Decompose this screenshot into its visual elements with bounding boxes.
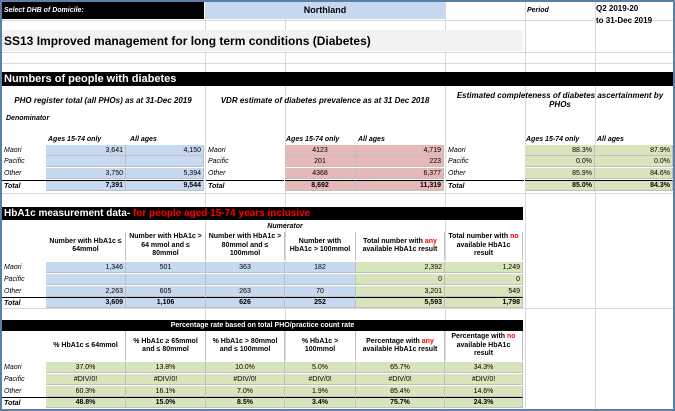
data-cell: 85.4% bbox=[356, 386, 445, 397]
column-header-1: Number with HbA1c ≤ 64mmol bbox=[46, 232, 126, 260]
column-header-2: % HbA1c ≥ 65mmol and ≤ 80mmol bbox=[126, 331, 206, 361]
data-cell: 501 bbox=[126, 262, 206, 273]
data-cell: 1,249 bbox=[445, 262, 523, 273]
row-label: Maori bbox=[448, 147, 466, 154]
section-diabetes-numbers-title: Numbers of people with diabetes bbox=[2, 72, 673, 86]
data-cell: 3,609 bbox=[46, 297, 126, 308]
section-hba1c-title bbox=[2, 207, 523, 220]
data-cell: 15.0% bbox=[126, 397, 206, 408]
page-title: SS13 Improved management for long term conditions (Diabetes) bbox=[2, 30, 523, 51]
column-header-text bbox=[447, 333, 520, 358]
header-part: available HbA1c result bbox=[456, 241, 511, 258]
data-cell: 70 bbox=[285, 286, 356, 297]
row-label: Maori bbox=[4, 147, 22, 154]
cmp-all-cell: 84.3% bbox=[595, 180, 673, 191]
column-header-4: % HbA1c > 100mmol bbox=[285, 331, 356, 361]
data-cell: 34.3% bbox=[445, 362, 523, 373]
vdr-ages-cell: 4123 bbox=[285, 145, 356, 156]
data-cell: #DIV/0! bbox=[285, 374, 356, 385]
row-label: Total bbox=[446, 180, 524, 191]
cmp-all-cell: 87.9% bbox=[595, 145, 673, 156]
cmp-ages-cell: 85.0% bbox=[525, 180, 595, 191]
pho-ages-cell: 3,641 bbox=[46, 145, 126, 156]
data-cell: #DIV/0! bbox=[445, 374, 523, 385]
column-header-4: Number with HbA1c > 100mmol bbox=[285, 232, 356, 260]
column-header-3: Number with HbA1c > 80mmol and ≤ 100mmol bbox=[206, 232, 285, 260]
data-cell: 1,798 bbox=[445, 297, 523, 308]
select-dhb-label: Select DHB of Domicile: bbox=[2, 2, 204, 19]
row-label: Pacific bbox=[208, 158, 229, 165]
data-cell: 252 bbox=[285, 297, 356, 308]
data-cell: 7.0% bbox=[206, 386, 285, 397]
vdr-col-all: All ages bbox=[358, 135, 385, 143]
data-cell: 0 bbox=[356, 274, 445, 285]
data-cell: 3.4% bbox=[285, 397, 356, 408]
data-cell: 182 bbox=[285, 262, 356, 273]
data-cell bbox=[126, 274, 206, 285]
data-cell: 1,346 bbox=[46, 262, 126, 273]
row-label: Pacific bbox=[4, 276, 25, 283]
header-part: available HbA1c result bbox=[362, 246, 438, 253]
cmp-all-cell: 84.6% bbox=[595, 168, 673, 179]
section-percentage-title: Percentage rate based on total PHO/practice count rate bbox=[2, 320, 523, 331]
cmp-col-all: All ages bbox=[597, 135, 624, 143]
row-label: Pacific bbox=[4, 158, 25, 165]
data-cell: #DIV/0! bbox=[206, 374, 285, 385]
column-header-3: % HbA1c > 80mmol and ≤ 100mmol bbox=[206, 331, 285, 361]
column-header-text bbox=[358, 238, 442, 255]
data-cell: 5.0% bbox=[285, 362, 356, 373]
pho-ages-cell bbox=[46, 156, 126, 167]
vdr-ages-cell: 201 bbox=[285, 156, 356, 167]
data-cell bbox=[206, 274, 285, 285]
data-cell: 2,263 bbox=[46, 286, 126, 297]
data-cell: #DIV/0! bbox=[46, 374, 126, 385]
column-header-2: Number with HbA1c > 64 mmol and ≤ 80mmol bbox=[126, 232, 206, 260]
cmp-ages-cell: 85.9% bbox=[525, 168, 595, 179]
column-header-text bbox=[358, 338, 442, 355]
cmp-col-ages: Ages 15-74 only bbox=[526, 135, 580, 143]
row-label: Maori bbox=[4, 364, 22, 371]
column-header-6 bbox=[445, 331, 523, 361]
data-cell bbox=[285, 274, 356, 285]
row-label: Maori bbox=[208, 147, 226, 154]
pho-all-cell: 5,394 bbox=[126, 168, 204, 179]
row-label: Total bbox=[2, 297, 46, 308]
row-label: Maori bbox=[4, 264, 22, 271]
data-cell: 14.6% bbox=[445, 386, 523, 397]
vdr-ages-cell: 4368 bbox=[285, 168, 356, 179]
numerator-label: Numerator bbox=[267, 222, 303, 230]
row-label: Pacific bbox=[4, 376, 25, 383]
pho-register-header: PHO register total (all PHOs) as at 31-Dec 2019 bbox=[14, 95, 192, 105]
vdr-estimate-header: VDR estimate of diabetes prevalence as at 31 Dec 2018 bbox=[220, 95, 430, 105]
completeness-header: Estimated completeness of diabetes ascertainment by PHOs bbox=[456, 91, 664, 109]
column-header-6 bbox=[445, 232, 523, 260]
row-label: Other bbox=[208, 170, 226, 177]
header-part: Percentage with bbox=[366, 337, 420, 345]
data-cell: 605 bbox=[126, 286, 206, 297]
data-cell: 75.7% bbox=[356, 397, 445, 408]
cmp-ages-cell: 88.3% bbox=[525, 145, 595, 156]
data-cell: 24.3% bbox=[445, 397, 523, 408]
header-part: Total number with bbox=[448, 233, 509, 241]
vdr-all-cell: 4,719 bbox=[356, 145, 444, 156]
data-cell: 60.3% bbox=[46, 386, 126, 397]
cmp-all-cell: 0.0% bbox=[595, 156, 673, 167]
data-cell: 37.0% bbox=[46, 362, 126, 373]
row-label: Other bbox=[448, 170, 466, 177]
pho-all-cell: 4,150 bbox=[126, 145, 204, 156]
header-red-word: any bbox=[424, 237, 437, 245]
data-cell: 626 bbox=[206, 297, 285, 308]
row-label: Total bbox=[2, 180, 46, 191]
hba1c-title-text: HbA1c measurement data- bbox=[4, 208, 131, 219]
data-cell: 263 bbox=[206, 286, 285, 297]
row-label: Pacific bbox=[448, 158, 469, 165]
data-cell: 8.5% bbox=[206, 397, 285, 408]
row-label: Other bbox=[4, 288, 22, 295]
pho-all-cell bbox=[126, 156, 204, 167]
column-header-5 bbox=[356, 331, 445, 361]
data-cell: 10.0% bbox=[206, 362, 285, 373]
pho-col-ages: Ages 15-74 only bbox=[48, 135, 102, 143]
dhb-dropdown[interactable]: Northland bbox=[205, 2, 445, 19]
row-label: Total bbox=[2, 397, 46, 408]
header-part: available HbA1c result bbox=[456, 341, 511, 358]
data-cell bbox=[46, 274, 126, 285]
column-header-1: % HbA1c ≤ 64mmol bbox=[46, 331, 126, 361]
pho-ages-cell: 3,750 bbox=[46, 168, 126, 179]
period-label: Period bbox=[527, 7, 549, 14]
hba1c-title-red: for people aged 15-74 years inclusive bbox=[132, 208, 311, 219]
data-cell: 1,106 bbox=[126, 297, 206, 308]
header-red-word: any bbox=[421, 337, 434, 345]
row-label: Total bbox=[206, 180, 284, 191]
cmp-ages-cell: 0.0% bbox=[525, 156, 595, 167]
vdr-ages-cell: 8,692 bbox=[285, 180, 356, 191]
header-part: Percentage with bbox=[451, 333, 506, 341]
data-cell: 5,593 bbox=[356, 297, 445, 308]
pho-col-all: All ages bbox=[130, 135, 157, 143]
header-red-word: no bbox=[510, 233, 519, 241]
denominator-label: Denominator bbox=[6, 114, 50, 122]
data-cell: 1.9% bbox=[285, 386, 356, 397]
data-cell: 13.8% bbox=[126, 362, 206, 373]
pho-all-cell: 9,544 bbox=[126, 180, 204, 191]
data-cell: 549 bbox=[445, 286, 523, 297]
vdr-all-cell: 6,377 bbox=[356, 168, 444, 179]
period-value bbox=[596, 3, 674, 33]
data-cell: 3,201 bbox=[356, 286, 445, 297]
header-red-word: no bbox=[507, 333, 516, 341]
column-header-text bbox=[447, 233, 520, 258]
data-cell: 65.7% bbox=[356, 362, 445, 373]
data-cell: 363 bbox=[206, 262, 285, 273]
data-cell: #DIV/0! bbox=[126, 374, 206, 385]
vdr-all-cell: 11,319 bbox=[356, 180, 444, 191]
column-header-5 bbox=[356, 232, 445, 260]
vdr-all-cell: 223 bbox=[356, 156, 444, 167]
vdr-col-ages: Ages 15-74 only bbox=[286, 135, 340, 143]
data-cell: #DIV/0! bbox=[356, 374, 445, 385]
period-line2: to 31-Dec 2019 bbox=[596, 16, 653, 25]
data-cell: 0 bbox=[445, 274, 523, 285]
header-part: Total number with bbox=[363, 237, 423, 245]
pho-ages-cell: 7,391 bbox=[46, 180, 126, 191]
row-label: Other bbox=[4, 388, 22, 395]
header-part: available HbA1c result bbox=[362, 346, 438, 353]
row-label: Other bbox=[4, 170, 22, 177]
data-cell: 48.8% bbox=[46, 397, 126, 408]
data-cell: 16.1% bbox=[126, 386, 206, 397]
period-line1: Q2 2019-20 bbox=[596, 4, 639, 13]
data-cell: 2,392 bbox=[356, 262, 445, 273]
